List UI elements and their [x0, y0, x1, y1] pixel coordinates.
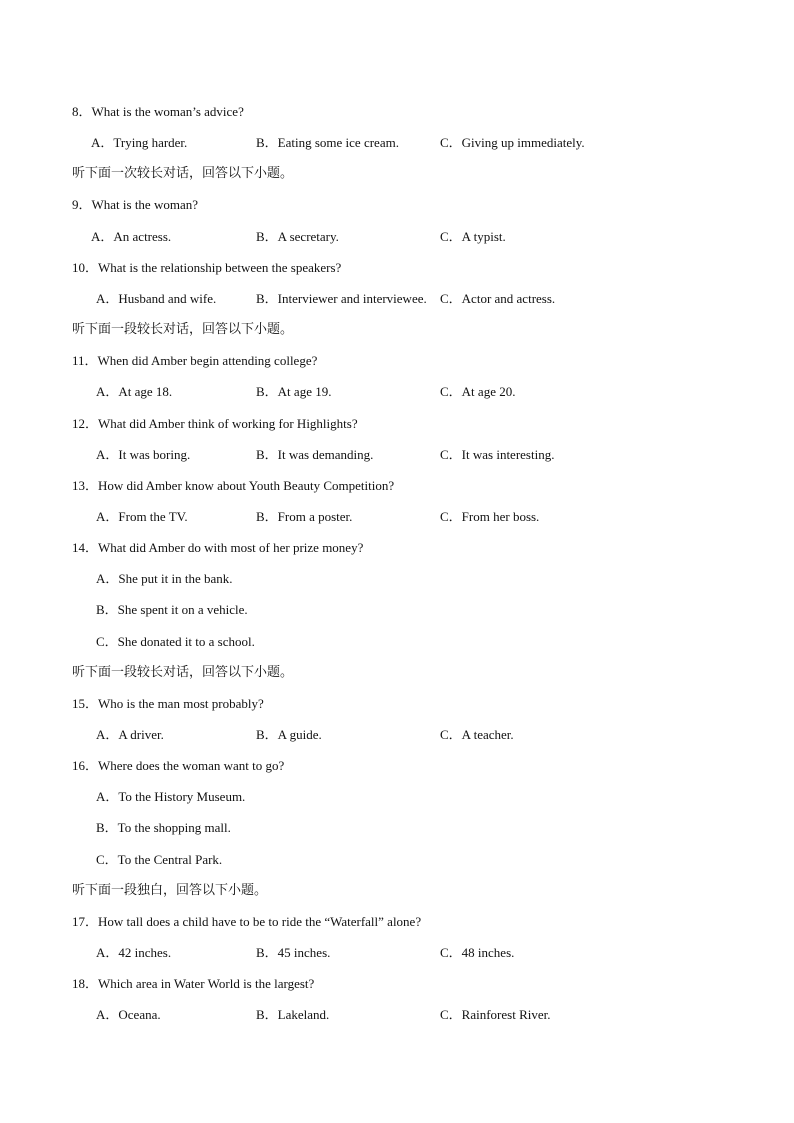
answer-option-a: A．Oceana.: [96, 1007, 161, 1022]
answer-option-b: B．From a poster.: [256, 509, 353, 524]
answer-option-b: B．Eating some ice cream.: [256, 135, 399, 150]
answer-option: C．To the Central Park.: [96, 852, 223, 867]
question-text: 14．What did Amber do with most of her prize money?: [72, 540, 364, 555]
answer-option-c: C．Giving up immediately.: [440, 135, 585, 150]
answer-option-c: C．It was interesting.: [440, 447, 555, 462]
answer-option-c: C．48 inches.: [440, 945, 515, 960]
question-text: 16．Where does the woman want to go?: [72, 758, 285, 773]
answer-option-b: B．A secretary.: [256, 229, 339, 244]
question-text: 12．What did Amber think of working for Highlights?: [72, 416, 358, 431]
answer-option-b: B．A guide.: [256, 727, 322, 742]
section-instruction: 听下面一次较长对话，回答以下小题。: [72, 166, 294, 181]
answer-option-a: A．From the TV.: [96, 509, 188, 524]
answer-option-c: C．Rainforest River.: [440, 1007, 551, 1022]
answer-option-b: B．45 inches.: [256, 945, 331, 960]
answer-option-a: A．It was boring.: [96, 447, 191, 462]
answer-option-c: C．Actor and actress.: [440, 291, 556, 306]
question-text: 8．What is the woman’s advice?: [72, 104, 244, 119]
answer-option-a: A．A driver.: [96, 727, 164, 742]
answer-option: A．To the History Museum.: [96, 789, 246, 804]
question-text: 17．How tall does a child have to be to ride the “Waterfall” alone?: [72, 914, 422, 929]
answer-option: B．She spent it on a vehicle.: [96, 602, 248, 617]
answer-option-a: A．Husband and wife.: [96, 291, 217, 306]
section-instruction: 听下面一段较长对话，回答以下小题。: [72, 322, 294, 337]
question-text: 13．How did Amber know about Youth Beauty Competition?: [72, 478, 395, 493]
answer-option-b: B．Interviewer and interviewee.: [256, 291, 427, 306]
section-instruction: 听下面一段较长对话，回答以下小题。: [72, 665, 294, 680]
question-text: 10．What is the relationship between the speakers?: [72, 260, 342, 275]
answer-option-b: B．Lakeland.: [256, 1007, 330, 1022]
answer-option: A．She put it in the bank.: [96, 571, 233, 586]
question-text: 9．What is the woman?: [72, 197, 198, 212]
answer-option-c: C．At age 20.: [440, 384, 516, 399]
answer-option-a: A．At age 18.: [96, 384, 173, 399]
answer-option-c: C．From her boss.: [440, 509, 540, 524]
section-instruction: 听下面一段独白，回答以下小题。: [72, 883, 268, 898]
answer-option-c: C．A typist.: [440, 229, 506, 244]
answer-option-a: A．An actress.: [91, 229, 172, 244]
answer-option-b: B．At age 19.: [256, 384, 332, 399]
answer-option-c: C．A teacher.: [440, 727, 514, 742]
answer-option-a: A．Trying harder.: [91, 135, 188, 150]
question-text: 15．Who is the man most probably?: [72, 696, 264, 711]
answer-option-b: B．It was demanding.: [256, 447, 374, 462]
question-text: 18．Which area in Water World is the largest?: [72, 976, 315, 991]
question-text: 11．When did Amber begin attending college?: [72, 353, 318, 368]
answer-option: C．She donated it to a school.: [96, 634, 255, 649]
answer-option-a: A．42 inches.: [96, 945, 172, 960]
answer-option: B．To the shopping mall.: [96, 820, 231, 835]
